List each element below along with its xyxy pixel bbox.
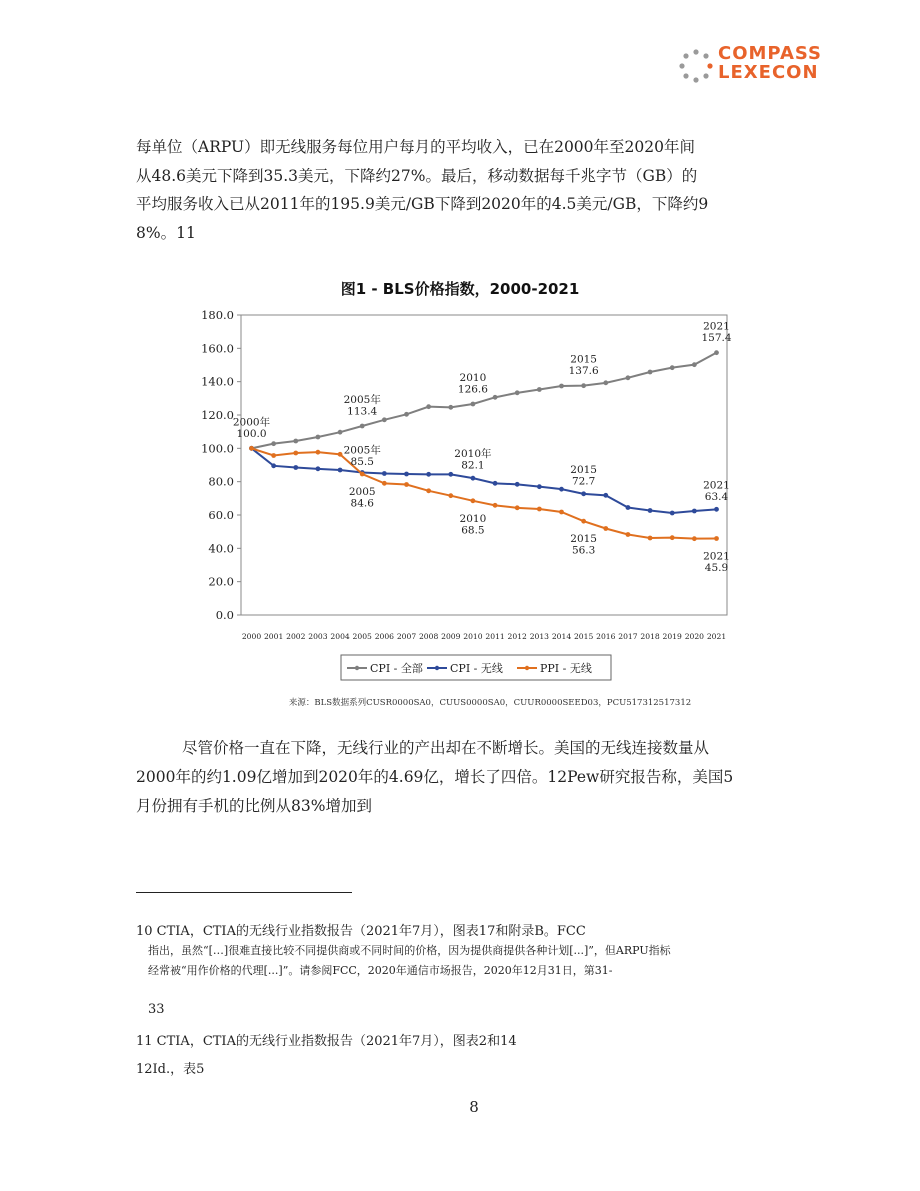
data-label-line: 2005年 (343, 444, 381, 457)
data-label-line: 2021 (703, 320, 730, 333)
data-label (701, 321, 731, 345)
data-point (559, 384, 564, 389)
legend-swatch-marker (435, 666, 439, 670)
data-point (714, 507, 719, 512)
x-tick-label: 2021 (706, 632, 727, 641)
data-label-line: 68.5 (461, 524, 485, 537)
data-point (249, 446, 254, 451)
data-point (493, 503, 498, 508)
data-point (338, 430, 343, 435)
legend-swatch-marker (525, 666, 529, 670)
y-tick-label: 60.0 (208, 508, 234, 522)
data-label (570, 533, 597, 557)
body-paragraph (136, 734, 796, 821)
footnote-divider (136, 892, 352, 893)
legend-swatch-marker (355, 666, 359, 670)
x-tick-label: 2019 (662, 632, 682, 641)
x-tick-label: 2009 (441, 632, 461, 641)
data-label-line: 2015 (570, 533, 598, 546)
data-label (349, 486, 376, 510)
intro-line: 每单位（ARPU）即无线服务每位用户每月的平均收入，已在2000年至2020年间 (136, 138, 695, 156)
footnote-10-line-2: 指出，虽然“[…]很难直接比较不同提供商或不同时间的价格，因为提供商提供各种计划[...]”，但ARPU指标 (148, 944, 671, 957)
x-tick-label: 2001 (263, 632, 284, 641)
data-point (293, 439, 298, 444)
data-point (493, 395, 498, 400)
data-label (454, 447, 492, 472)
x-tick-label: 2013 (529, 632, 550, 641)
data-point (670, 535, 675, 540)
data-point (338, 452, 343, 457)
data-label (344, 444, 382, 469)
intro-line: 平均服务收入已从2011年的195.9美元/GB下降到2020年的4.5美元/GB，下降约9 (136, 195, 709, 213)
y-tick-label: 0.0 (215, 608, 234, 622)
y-tick-label: 160.0 (201, 341, 234, 356)
data-label-line: 2021 (703, 550, 730, 563)
data-point (448, 405, 453, 410)
data-point (581, 491, 586, 496)
x-tick-label: 2003 (308, 632, 328, 641)
data-point (714, 536, 719, 541)
data-label (703, 479, 730, 503)
x-tick-label: 2015 (573, 632, 594, 641)
footnote-12: 12Id.，表5 (136, 1062, 205, 1077)
data-point (471, 498, 476, 503)
data-point (648, 370, 653, 375)
data-label-line: 2021 (703, 479, 730, 492)
data-label-line: 2000年 (232, 416, 271, 429)
data-label (703, 551, 730, 575)
data-point (271, 453, 276, 458)
x-tick-label: 2018 (640, 632, 660, 641)
x-tick-label: 2010 (463, 632, 483, 641)
page-number: 8 (469, 1098, 479, 1116)
data-point (515, 390, 520, 395)
x-tick-label: 2020 (684, 632, 705, 641)
data-point (559, 510, 564, 515)
y-tick-label: 140.0 (201, 374, 234, 389)
data-label-line: 2010 (459, 372, 487, 384)
data-point (271, 441, 276, 446)
data-point (360, 472, 365, 477)
data-label (233, 415, 271, 440)
data-point (471, 402, 476, 407)
intro-paragraph (136, 133, 784, 247)
data-point (692, 362, 697, 367)
data-point (626, 532, 631, 537)
data-label-line: 137.6 (568, 365, 599, 378)
data-point (360, 424, 365, 429)
y-tick-label: 100.0 (201, 441, 234, 456)
footnote-10-line-3: 经常被“用作价格的代理[...]”。请参阅FCC，2020年通信市场报告，2020年12月31日，第31- (148, 964, 613, 977)
data-point (382, 481, 387, 486)
x-tick-label: 2016 (596, 632, 616, 641)
body-line: 月份拥有手机的比例从83%增加到 (136, 797, 372, 815)
legend-label: CPI - 全部 (370, 662, 423, 675)
footnote-11: 11 CTIA，CTIA的无线行业指数报告（2021年7月），图表2和14 (136, 1034, 517, 1049)
data-point (670, 511, 675, 516)
data-point (448, 493, 453, 498)
chart-title: 图1 - BLS价格指数，2000-2021 (340, 280, 580, 298)
data-point (471, 476, 476, 481)
y-tick-label: 180.0 (201, 308, 234, 322)
data-point (670, 365, 675, 370)
data-point (626, 505, 631, 510)
data-point (382, 471, 387, 476)
x-tick-label: 2002 (286, 632, 306, 641)
data-label-line: 84.6 (350, 497, 374, 510)
data-label (460, 513, 487, 537)
x-tick-label: 2008 (418, 632, 439, 641)
data-point (316, 450, 321, 455)
y-tick-label: 80.0 (208, 474, 234, 489)
intro-line: 从48.6美元下降到35.3美元，下降约27%。最后，移动数据每千兆字节（GB）的 (136, 166, 698, 185)
data-label-line: 63.4 (704, 490, 729, 503)
data-point (448, 472, 453, 477)
data-point (626, 375, 631, 380)
x-tick-label: 2012 (507, 632, 527, 641)
data-point (692, 509, 697, 514)
data-point (714, 350, 719, 355)
data-point (537, 507, 542, 512)
chart-source: 来源：BLS数据系列CUSR0000SA0，CUUS0000SA0，CUUR0000SEED03，PCU517312517312 (288, 698, 692, 708)
data-label (570, 464, 597, 488)
data-label-line: 2015 (570, 353, 598, 366)
data-point (537, 387, 542, 392)
data-point (426, 488, 431, 493)
x-tick-label: 2014 (551, 632, 572, 641)
data-point (648, 536, 653, 541)
footnote-10: 10 CTIA，CTIA的无线行业指数报告（2021年7月），图表17和附录B。FCC (136, 924, 586, 939)
data-point (316, 466, 321, 471)
legend-label: PPI - 无线 (540, 662, 592, 675)
data-label-line: 82.1 (461, 459, 485, 472)
data-label (344, 393, 382, 418)
data-label-line: 157.4 (701, 332, 732, 345)
data-point (603, 526, 608, 531)
data-point (537, 484, 542, 489)
intro-line: 8%。11 (136, 223, 196, 242)
data-label-line: 113.4 (347, 405, 378, 418)
data-point (404, 412, 409, 417)
data-point (581, 383, 586, 388)
data-point (293, 465, 298, 470)
y-tick-label: 120.0 (201, 408, 234, 422)
data-point (426, 472, 431, 477)
data-point (404, 472, 409, 477)
x-tick-label: 2017 (618, 632, 638, 641)
data-label-line: 2010 (459, 512, 487, 525)
price-index-line-chart (195, 300, 740, 690)
data-point (382, 417, 387, 422)
x-tick-label: 2004 (330, 632, 350, 641)
compass-lexecon-logo (676, 44, 846, 88)
data-point (603, 380, 608, 385)
data-point (692, 536, 697, 541)
data-label-line: 72.7 (571, 475, 596, 488)
data-point (515, 482, 520, 487)
data-point (338, 468, 343, 473)
data-label (458, 372, 488, 396)
data-point (404, 482, 409, 487)
data-label-line: 126.6 (457, 383, 488, 396)
data-point (515, 505, 520, 510)
x-tick-label: 2011 (485, 632, 505, 641)
data-point (603, 493, 608, 498)
logo-dots-icon (676, 46, 716, 86)
data-point (648, 508, 653, 513)
x-tick-label: 2005 (352, 632, 372, 641)
legend-label: CPI - 无线 (450, 662, 503, 675)
y-tick-label: 20.0 (208, 574, 234, 589)
data-label-line: 56.3 (571, 544, 596, 557)
data-point (559, 487, 564, 492)
logo-line-2: LEXECON (718, 62, 819, 83)
logo-line-1: COMPASS (718, 43, 823, 64)
series-line (252, 353, 717, 449)
x-tick-label: 2000 (241, 632, 262, 641)
data-point (426, 404, 431, 409)
data-label-line: 85.5 (350, 456, 374, 468)
data-point (581, 519, 586, 524)
data-label-line: 2010年 (454, 448, 492, 461)
data-label-line: 100.0 (236, 427, 267, 440)
data-point (316, 435, 321, 440)
data-point (493, 481, 498, 486)
body-line: 尽管价格一直在下降，无线行业的产出却在不断增长。美国的无线连接数量从 (182, 739, 710, 757)
x-tick-label: 2006 (374, 632, 395, 641)
body-line: 2000年的约1.09亿增加到2020年的4.69亿，增长了四倍。12Pew研究报告称，美国5 (136, 768, 734, 786)
data-label-line: 2005年 (343, 394, 381, 406)
data-label-line: 2005 (348, 486, 376, 498)
x-tick-label: 2007 (396, 632, 417, 641)
data-label (569, 354, 599, 378)
footnote-10-line-4: 33 (148, 1002, 165, 1017)
data-label-line: 2015 (570, 463, 598, 476)
y-tick-label: 40.0 (208, 541, 234, 556)
data-point (271, 463, 276, 468)
data-point (293, 451, 298, 456)
data-label-line: 45.9 (704, 562, 729, 574)
